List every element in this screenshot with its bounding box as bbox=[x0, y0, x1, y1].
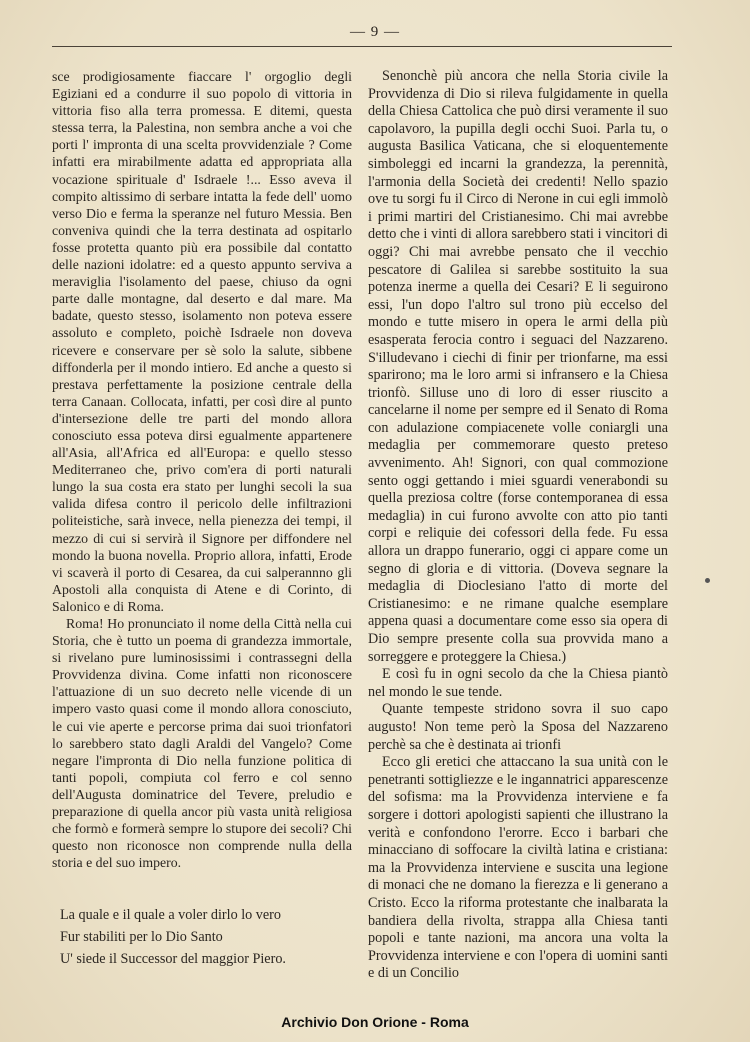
paragraph: sce prodigiosamente fiaccare l' orgoglio degli Egiziani ed a condurre il suo popolo di vittoria in vittoria fiso alla terra promessa. E ditemi, questa stessa terra, la Palestina, non sembra anche a voi che porti l' impronta di una scelta provvidenziale ? Come infatti era mirabilmente adatta ed appropriata alla vocazione spirituale d' Isdraele !... Esso aveva il compito altissimo di serbare intatta la fede dell' uomo verso Dio e ferma la speranze nel futuro Messia. Ben conveniva quindi che la terra destinata ad ospitarlo fosse protetta quanto più era possibile dal contatto delle nazioni idolatre: ed a questo appunto serviva a meraviglia l'isolamento del paese, chiuso da ogni parte dalle montagne, dal deserto e dal mare. Ma badate, questo stesso, isolamento non poteva essere assoluto e completo, poichè Isdraele non doveva ricevere e conservare per sè solo la salute, sibbene diffonderla per il mondo intiero. Ed anche a questo si prestava perfettamente la posizione centrale della terra Canaan. Collocata, infatti, per così dire al punto d'intersezione delle tre parti del mondo allora conosciuto essa poteva dirsi egualmente appartenere all'Asia, all'Africa ed all'Europa: e quello stesso Mediterraneo che, privo com'era di porti naturali lungo la sua costa era stato per lunghi secoli la sua valida difesa contro il pericolo delle infiltrazioni politeistiche, sarà invece, nella pienezza dei tempi, il mezzo di cui si servirà il Signore per diffondere nel mondo la buona novella. Proprio allora, infatti, Erode vi scaverà il porto di Cesarea, da cui salperannno gli Apostoli alla conquista di Atene e di Corinto, di Salonico e di Roma. bbox=[52, 69, 352, 614]
verse-line: Fur stabiliti per lo Dio Santo bbox=[60, 929, 223, 945]
paragraph: Roma! Ho pronunciato il nome della Città nella cui Storia, che è tutto un poema di grandezza immortale, si rivelano pure luminosissimi i contrassegni della Provvidenza divina. Come infatti non riconoscere l'attuazione di un suo decreto nelle vicende di un impero vasto quasi come il mondo allora conosciuto, le cui vie aperte e percorse prima dai suoi trionfatori lo sarebbero stato dagli Araldi del Vangelo? Come negare l'impronta di Dio nella funzione politica di tanti popoli, compiuta col ferro e col senno dell'Augusta dominatrice del Tevere, preludio e preparazione di quella ancor più vasta unità religiosa che formò e formerà sempre lo stupore dei secoli? Chi questo non riconosce non comprende nulla della storia e del suo impero. bbox=[52, 616, 352, 871]
page-number: — 9 — bbox=[350, 24, 400, 40]
right-column bbox=[368, 68, 668, 983]
verse-quote bbox=[60, 904, 350, 970]
verse-line: U' siede il Successor del maggior Piero. bbox=[60, 951, 286, 967]
paragraph: Quante tempeste stridono sovra il suo capo augusto! Non teme però la Sposa del Nazzareno perchè sa che è destinata ai trionfi bbox=[368, 701, 668, 753]
paragraph: Senonchè più ancora che nella Storia civile la Provvidenza di Dio si rileva fulgidamente in quella della Chiesa Cattolica che può dirsi veramente il suo capolavoro, la pupilla degli occhi Suoi. Parla tu, o augusta Basilica Vaticana, che si eloquentemente simboleggi ed incarni la grandezza, la perennità, l'armonia della Società dei credenti! Nello spazio ove tu sorgi fu il Circo di Nerone in cui egli immolò i primi martiri del Cristianesimo. Chi mai avrebbe detto che i vinti di allora sarebbero stati i vincitori di oggi? Chi mai avrebbe pensato che il vecchio pescatore di Galilea si sarebbe sostituito la sua potenza inerme a quella dei Cesari? E li seguirono essi, l'un dopo l'altro sul trono più eccelso del mondo e tutte misero in opera le armi della più esasperata ferocia contro i seguaci del Nazzareno. S'illudevano i ciechi di finir per trionfarne, ma essi sparirono; ma le loro armi si infransero e la Chiesa trionfò. Silluse uno di loro di esser riuscito a cancelarne il nome per sempre ed il Senato di Roma con adulazione compiacenete volle coniargli una medaglia per commemorare questo preteso avvenimento. Ah! Signori, con qual commozione sento oggi gettando i miei sguardi venerabondi su quella preziosa coltre (forse contemporanea di essa medaglia) in cui furono avvolte con atto pio tanti corpi e reliquie dei cofessori della fede. Fu essa allora un drappo funerario, oggi ci appare come un segno di gloria e di vittoria. (Doveva segnare la medaglia di Dioclesiano l'atto di morte del Cristianesimo: e ne rimane qualche esemplare appena quasi a documentare come esso sia opera di Dio sempre presente colla sua provvida mano a sorreggere e proteggere la Chiesa.) bbox=[368, 68, 668, 665]
header-rule bbox=[52, 46, 672, 47]
paragraph: Ecco gli eretici che attaccano la sua unità con le penetranti sottigliezze e le ingannatrici apparescenze del sofisma: ma la Provvidenza interviene e fa sorgere i dottori apologisti sapienti che illustrano la verità e confondono l'erorre. Ecco i barbari che minacciano di soffocare la civiltà latina e cristiana: ma la Provvidenza interviene e suscita una legione di monaci che ne domano la fierezza e li generano a Cristo. Ecco la riforma protestante che inalbarata la bandiera della rivolta, strappa alla Chiesa tanti popoli e tante nazioni, ma ancora una volta la Provvidenza interviene e con l'opera di uomini santi e di un Concilio bbox=[368, 754, 668, 982]
paragraph: E così fu in ogni secolo da che la Chiesa piantò nel mondo le sue tende. bbox=[368, 666, 668, 700]
ink-spot bbox=[705, 578, 710, 583]
archive-footer: Archivio Don Orione - Roma bbox=[281, 1014, 469, 1030]
verse-line: La quale e il quale a voler dirlo lo vero bbox=[60, 907, 282, 923]
left-column bbox=[52, 68, 352, 871]
